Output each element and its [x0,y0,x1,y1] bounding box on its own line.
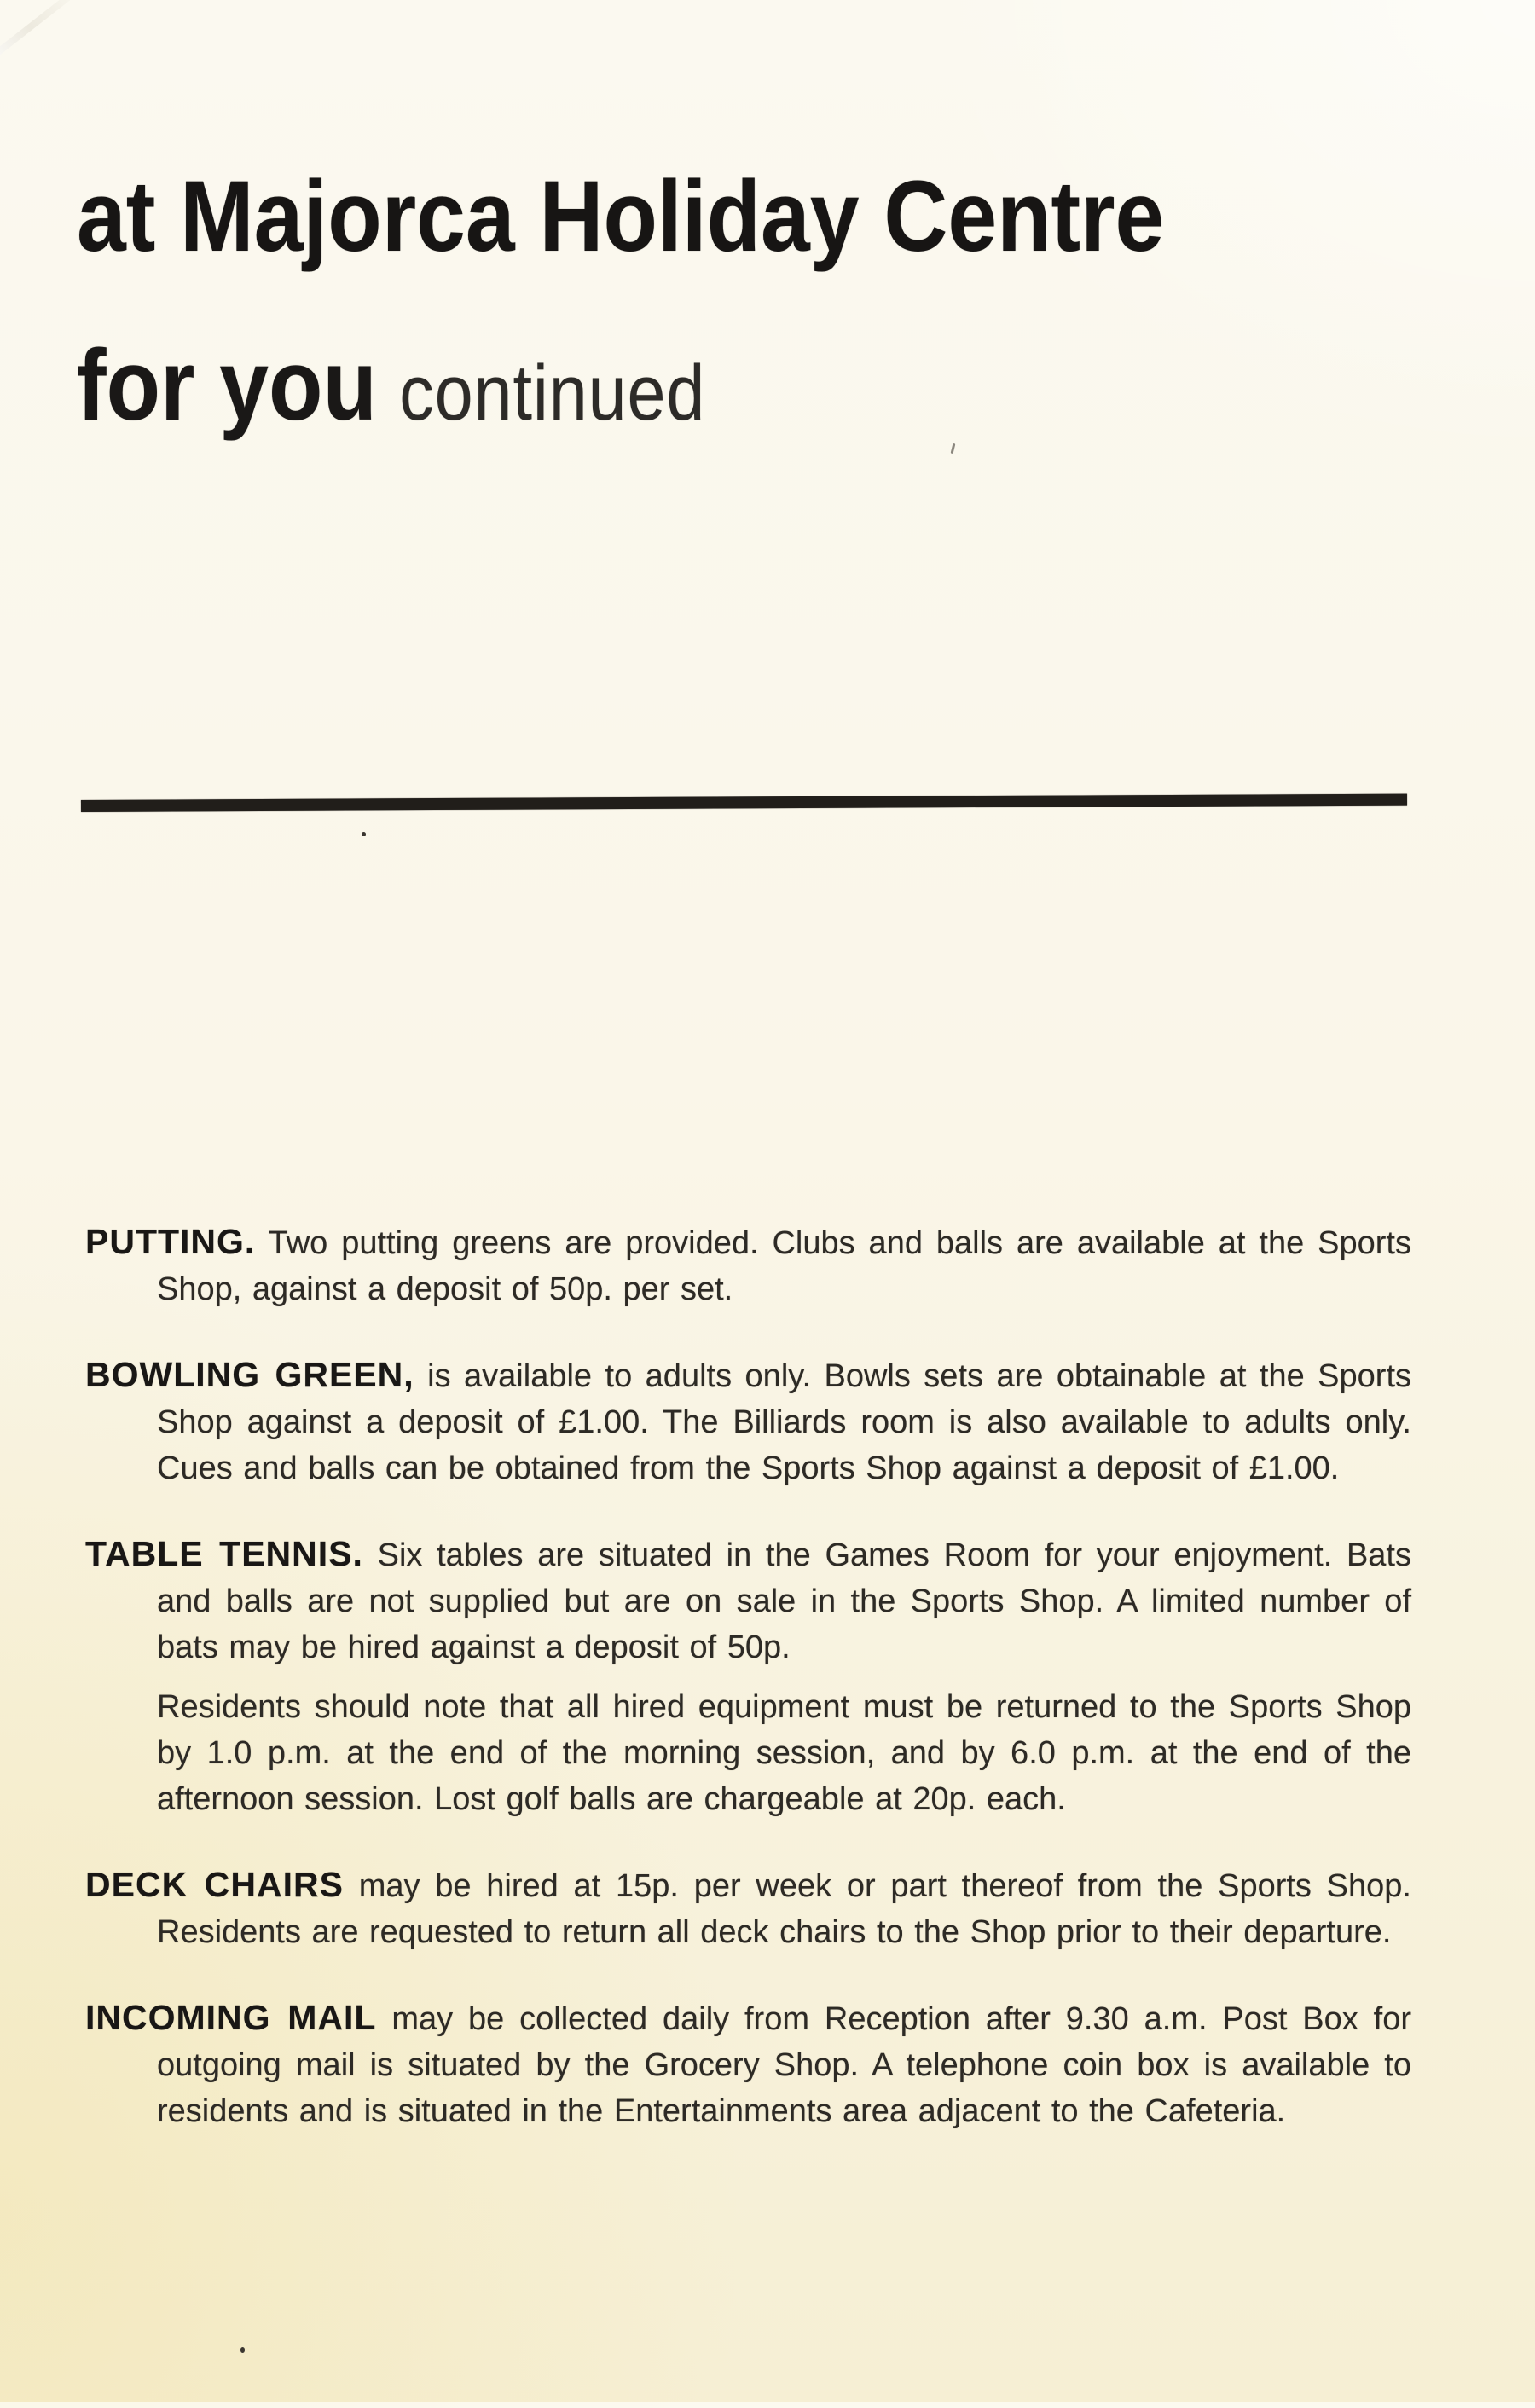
page-subtitle-bold: for you [77,329,377,443]
scan-speck [240,2347,245,2353]
section-deck-chairs [85,1861,1411,1955]
section-table-tennis-note: Residents should note that all hired equipment must be returned to the Sports Shop by 1.0 p.m. at the end of the morning session, and by 6.0 p.m. at the end of the afternoon session. Lost golf balls are chargeable at 20p. each. [157,1689,1411,1817]
section-deck-chairs-body: may be hired at 15p. per week or part thereof from the Sports Shop. Residents are requested to return all deck chairs to the Shop prior to their departure. [157,1868,1411,1950]
page-title: at Majorca Holiday Centre [77,160,1165,274]
section-table-tennis-body: Six tables are situated in the Games Room for your enjoyment. Bats and balls are not supplied but are on sale in the Sports Shop. A limited number of bats may be hired against a deposit of 50p. [157,1537,1411,1665]
section-table-tennis-heading: TABLE TENNIS. [85,1534,363,1573]
section-table-tennis [85,1531,1411,1670]
section-putting-body: Two putting greens are provided. Clubs and balls are available at the Sports Shop, against a deposit of 50p. per set. [157,1225,1411,1307]
section-deck-chairs-heading: DECK CHAIRS [85,1865,344,1904]
section-putting [85,1218,1411,1312]
section-putting-heading: PUTTING. [85,1222,256,1261]
section-bowling-green-body: is available to adults only. Bowls sets are obtainable at the Sports Shop against a deposit of £1.00. The Billiards room is also available to adults only. Cues and balls can be obtained from the Sports Shop against a deposit of £1.00. [157,1358,1412,1486]
paper-crease [0,0,83,69]
body-text [85,1218,1411,2134]
page-subtitle-continued: continued [399,350,706,437]
section-bowling-green-heading: BOWLING GREEN, [85,1355,414,1394]
scan-speck [362,832,366,836]
divider-rule [81,794,1407,812]
scan-speck [951,443,956,454]
page-subtitle [77,329,706,443]
section-incoming-mail-body: may be collected daily from Reception after 9.30 a.m. Post Box for outgoing mail is situated by the Grocery Shop. A telephone coin box is available to residents and is situated in the Entertainments area adjacent to the Cafeteria. [157,2001,1411,2129]
section-incoming-mail-heading: INCOMING MAIL [85,1998,377,2037]
section-incoming-mail [85,1994,1411,2134]
section-bowling-green [85,1352,1411,1491]
